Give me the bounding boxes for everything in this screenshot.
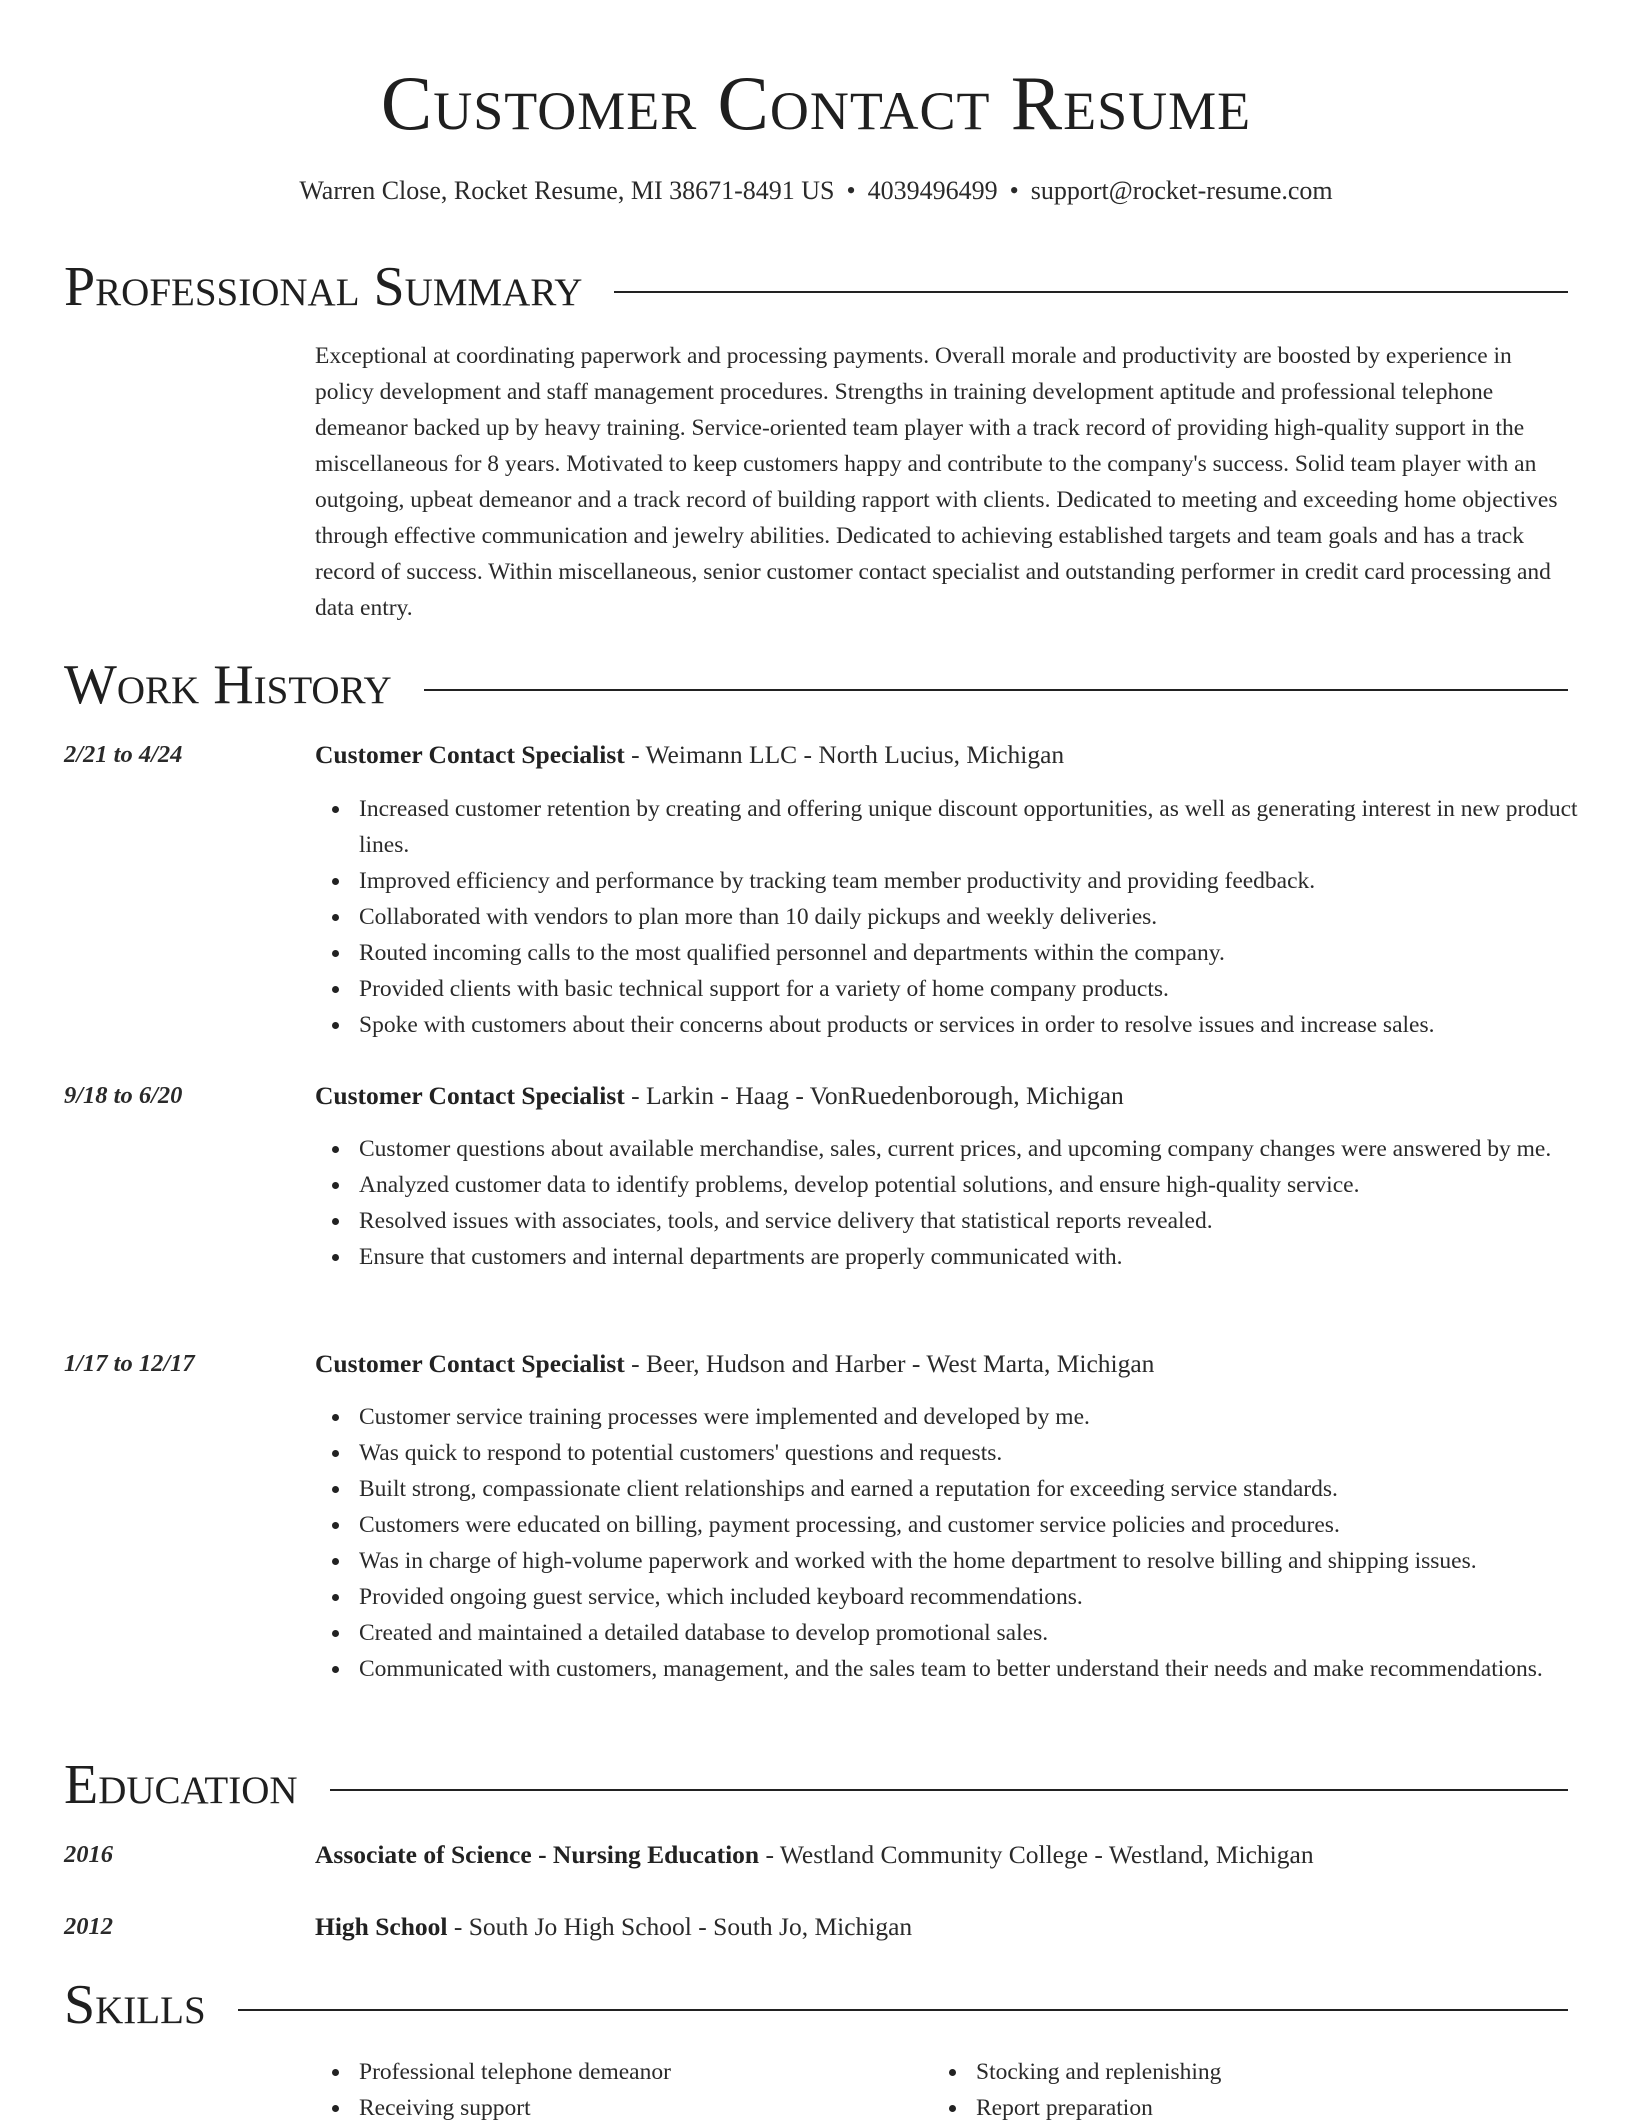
list-item: Was in charge of high-volume paperwork and worked with the home department to resolve billing and shipping issues. (359, 1543, 1614, 1579)
resume-title: Customer Contact Resume (380, 60, 1252, 146)
section-divider (330, 1789, 1568, 1791)
education-year: 2012 (64, 1913, 113, 1940)
job-heading (315, 738, 1575, 772)
education-details: - Westland Community College - Westland, Michigan (759, 1840, 1314, 1869)
job-bullets (315, 1131, 1614, 1275)
contact-address: Warren Close, Rocket Resume, MI 38671-8491 US (299, 176, 835, 205)
job-dates: 1/17 to 12/17 (64, 1350, 195, 1377)
job-role: Customer Contact Specialist (315, 1349, 625, 1378)
job-dates: 9/18 to 6/20 (64, 1082, 183, 1109)
education-year: 2016 (64, 1841, 113, 1868)
list-item: Spoke with customers about their concerns about products or services in order to resolve issues and increase sales. (359, 1007, 1614, 1043)
section-divider (614, 291, 1568, 293)
section-title: Professional Summary (64, 256, 583, 318)
contact-email: support@rocket-resume.com (1030, 176, 1333, 205)
job-heading (315, 1347, 1575, 1381)
job-dates: 2/21 to 4/24 (64, 741, 183, 768)
education-degree: Associate of Science - Nursing Education (315, 1840, 760, 1869)
section-title: Work History (64, 654, 392, 716)
section-work-history (64, 650, 1568, 720)
list-item: Customer service training processes were implemented and developed by me. (359, 1399, 1614, 1435)
education-details: - South Jo High School - South Jo, Michigan (447, 1912, 913, 1941)
contact-separator: • (1009, 176, 1019, 205)
list-item: Routed incoming calls to the most qualified personnel and departments within the company. (359, 935, 1614, 971)
list-item: Collaborated with vendors to plan more than 10 daily pickups and weekly deliveries. (359, 899, 1614, 935)
education-heading (315, 1910, 1575, 1944)
list-item: Resolved issues with associates, tools, and service delivery that statistical reports revealed. (359, 1203, 1614, 1239)
skill-item: Professional telephone demeanor (359, 2054, 1614, 2090)
contact-separator: • (846, 176, 856, 205)
job-bullets (315, 1399, 1614, 1687)
education-heading (315, 1838, 1575, 1872)
section-professional-summary (64, 252, 1568, 322)
list-item: Provided ongoing guest service, which included keyboard recommendations. (359, 1579, 1614, 1615)
skill-item: Report preparation (976, 2090, 1632, 2126)
job-details: - Beer, Hudson and Harber - West Marta, Michigan (624, 1349, 1155, 1378)
list-item: Created and maintained a detailed database to develop promotional sales. (359, 1615, 1614, 1651)
list-item: Built strong, compassionate client relationships and earned a reputation for exceeding service standards. (359, 1471, 1614, 1507)
section-title: Skills (64, 1974, 206, 2036)
section-divider (238, 2009, 1568, 2011)
list-item: Was quick to respond to potential customers' questions and requests. (359, 1435, 1614, 1471)
section-title: Education (64, 1754, 298, 1816)
list-item: Increased customer retention by creating and offering unique discount opportunities, as well as generating interest in new product lines. (359, 791, 1614, 863)
list-item: Improved efficiency and performance by tracking team member productivity and providing feedback. (359, 863, 1614, 899)
list-item: Ensure that customers and internal departments are properly communicated with. (359, 1239, 1614, 1275)
job-details: - Larkin - Haag - VonRuedenborough, Michigan (624, 1081, 1124, 1110)
list-item: Analyzed customer data to identify problems, develop potential solutions, and ensure high-quality service. (359, 1167, 1614, 1203)
section-divider (424, 689, 1568, 691)
skill-item: Receiving support (359, 2090, 1614, 2126)
contact-line (0, 174, 1632, 208)
skills-list-right (932, 2054, 1632, 2126)
education-degree: High School (315, 1912, 448, 1941)
list-item: Provided clients with basic technical support for a variety of home company products. (359, 971, 1614, 1007)
list-item: Customers were educated on billing, payment processing, and customer service policies and procedures. (359, 1507, 1614, 1543)
contact-phone: 4039496499 (867, 176, 998, 205)
job-bullets (315, 791, 1614, 1043)
section-skills (64, 1970, 1568, 2040)
section-education (64, 1750, 1568, 1820)
skill-item: Stocking and replenishing (976, 2054, 1632, 2090)
job-heading (315, 1079, 1575, 1113)
job-details: - Weimann LLC - North Lucius, Michigan (624, 740, 1065, 769)
list-item: Communicated with customers, management, and the sales team to better understand their needs and make recommendations. (359, 1651, 1614, 1687)
summary-text: Exceptional at coordinating paperwork and processing payments. Overall morale and productivity are boosted by experience in policy development and staff management procedures. Strengths in training development aptitude and professional telephone demeanor backed up by heavy training. Service-oriented team player with a track record of providing high-quality support in the miscellaneous for 8 years. Motivated to keep customers happy and contribute to the company's success. Solid team player with an outgoing, upbeat demeanor and a track record of building rapport with clients. Dedicated to meeting and exceeding home objectives through effective communication and jewelry abilities. Dedicated to achieving established targets and team goals and has a track record of success. Within miscellaneous, senior customer contact specialist and outstanding performer in credit card processing and data entry. (315, 343, 1558, 621)
job-role: Customer Contact Specialist (315, 740, 625, 769)
list-item: Customer questions about available merchandise, sales, current prices, and upcoming company changes were answered by me. (359, 1131, 1614, 1167)
job-role: Customer Contact Specialist (315, 1081, 625, 1110)
